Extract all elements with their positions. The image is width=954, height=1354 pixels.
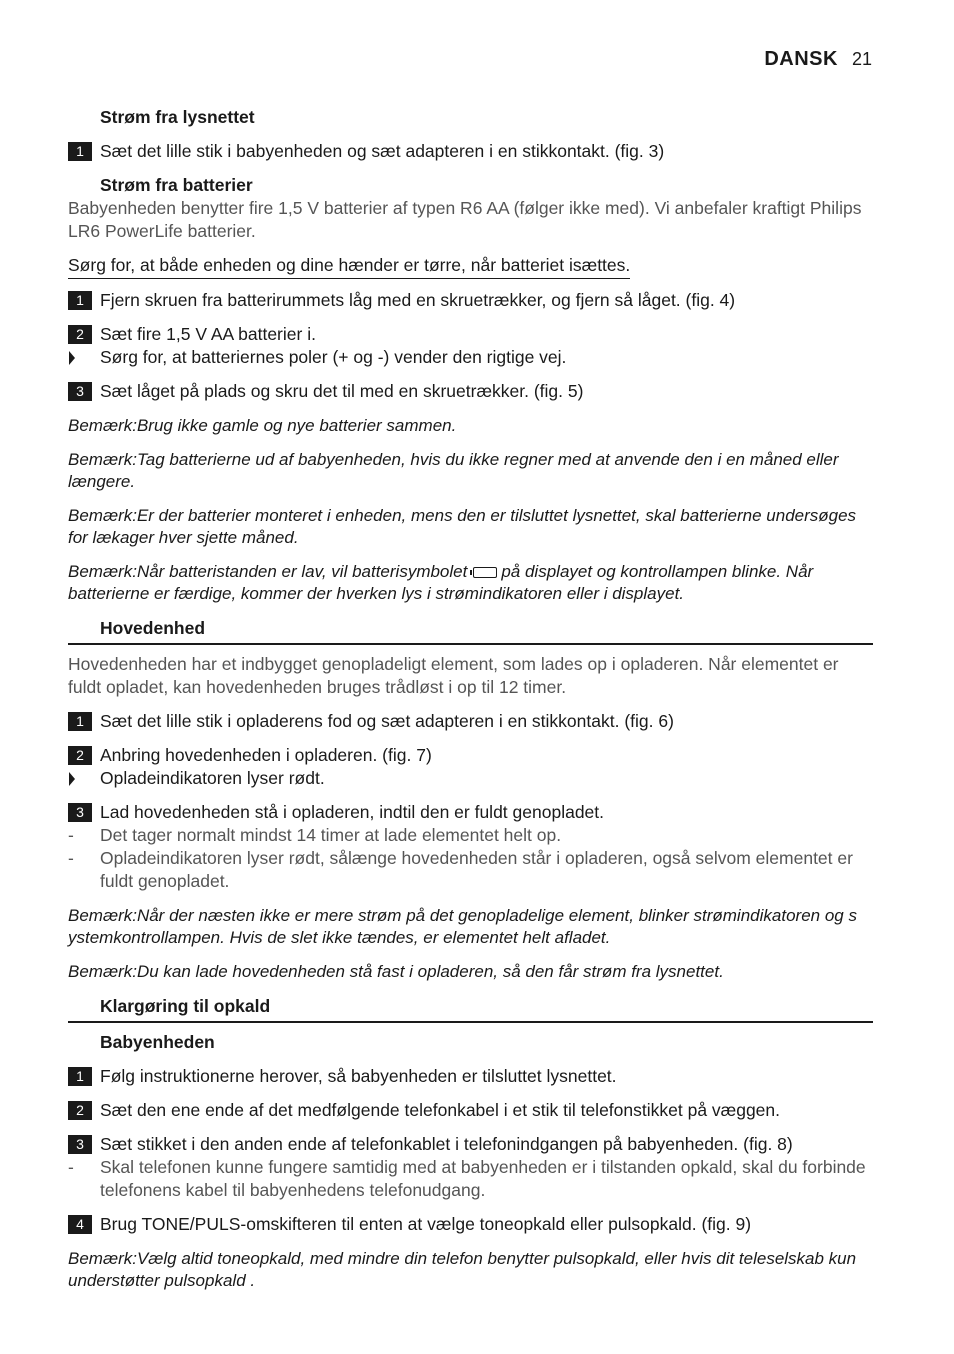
step-batteries-2-result — [68, 346, 873, 369]
note-parent-1: Bemærk:Når der næsten ikke er mere strøm på det genopladelige element, blinker strømindikatoren og s ystemkontrollampen. Hvis de slet ikke tændes, er elementet helt afladet. — [68, 906, 857, 947]
note-text-part1: Bemærk:Når batteristanden er lav, vil batterisymbolet — [68, 562, 468, 581]
note-parent-2: Bemærk:Du kan lade hovedenheden stå fast i opladeren, så den får strøm fra lysnettet. — [68, 962, 724, 981]
step-batteries-2 — [68, 323, 873, 346]
step-parent-3-sub-2 — [68, 847, 873, 893]
step-text: Sæt det lille stik i opladerens fod og sæt adapteren i en stikkontakt. (fig. 6) — [100, 711, 674, 731]
dash-bullet: - — [68, 825, 74, 845]
result-text: Opladeindikatoren lyser rødt. — [100, 768, 325, 788]
step-text: Brug TONE/PULS-omskifteren til enten at vælge toneopkald eller pulsopkald. (fig. 9) — [100, 1214, 752, 1234]
heading-power-mains: Strøm fra lysnettet — [100, 107, 255, 127]
step-text: Sæt fire 1,5 V AA batterier i. — [100, 324, 316, 344]
result-arrow-icon — [69, 772, 75, 786]
step-number: 3 — [68, 803, 92, 822]
step-text: Sæt låget på plads og skru det til med en skruetrækker. (fig. 5) — [100, 381, 584, 401]
step-number: 3 — [68, 1135, 92, 1154]
page-number: 21 — [851, 49, 872, 69]
batteries-warning: Sørg for, at både enheden og dine hænder er tørre, når batteriet isættes. — [68, 254, 630, 279]
heading-parent-unit: Hovedenhed — [68, 617, 873, 645]
step-parent-2-result — [68, 767, 873, 790]
step-number: 2 — [68, 1101, 92, 1120]
step-call-4 — [68, 1213, 873, 1236]
dash-bullet: - — [68, 1157, 74, 1177]
sub-text: Skal telefonen kunne fungere samtidig med at babyenheden er i tilstanden opkald, skal du forbinde telefonens kabel til babyenhedens telefonudgang. — [100, 1157, 866, 1200]
step-number: 2 — [68, 746, 92, 765]
parent-unit-intro: Hovedenheden har et indbygget genopladeligt element, som lades op i opladeren. Når elementet er fuldt opladet, kan hovedenheden bruges trådløst i op til 12 timer. — [68, 654, 839, 697]
step-text: Anbring hovedenheden i opladeren. (fig. 7) — [100, 745, 432, 765]
result-text: Sørg for, at batteriernes poler (+ og -) vender den rigtige vej. — [100, 347, 567, 367]
language-label: DANSK — [764, 48, 838, 70]
heading-call-prep: Klargøring til opkald — [68, 995, 873, 1023]
step-call-2 — [68, 1099, 873, 1122]
step-number: 1 — [68, 1067, 92, 1086]
step-number: 3 — [68, 382, 92, 401]
step-call-3-sub — [68, 1156, 873, 1202]
step-parent-3-sub-1 — [68, 824, 873, 847]
step-call-1 — [68, 1065, 873, 1088]
step-text: Sæt den ene ende af det medfølgende telefonkabel i et stik til telefonstikket på væggen. — [100, 1100, 781, 1120]
step-parent-3 — [68, 801, 873, 824]
note-batteries-1: Bemærk:Brug ikke gamle og nye batterier sammen. — [68, 416, 457, 435]
step-text: Sæt stikket i den anden ende af telefonkablet i telefonindgangen på babyenheden. (fig. 8) — [100, 1134, 793, 1154]
battery-icon — [473, 567, 497, 578]
step-parent-2 — [68, 744, 873, 767]
step-text: Følg instruktionerne herover, så babyenheden er tilsluttet lysnettet. — [100, 1066, 617, 1086]
note-call-prep: Bemærk:Vælg altid toneopkald, med mindre din telefon benytter pulsopkald, eller hvis dit teleselskab kun understøtter pulsopkald . — [68, 1249, 857, 1290]
batteries-intro: Babyenheden benytter fire 1,5 V batterier af typen R6 AA (følger ikke med). Vi anbefaler kraftigt Philips LR6 PowerLife batterier. — [68, 198, 862, 241]
step-batteries-1 — [68, 289, 873, 312]
step-text: Lad hovedenheden stå i opladeren, indtil den er fuldt genopladet. — [100, 802, 605, 822]
step-text: Fjern skruen fra batterirummets låg med en skruetrækker, og fjern så låget. (fig. 4) — [100, 290, 736, 310]
dash-bullet: - — [68, 848, 74, 868]
note-batteries-3: Bemærk:Er der batterier monteret i enheden, mens den er tilsluttet lysnettet, skal batterierne undersøges for lækager hver sjette måned. — [68, 506, 857, 547]
step-batteries-3 — [68, 380, 873, 403]
page-content — [68, 106, 873, 1292]
page-header — [764, 48, 872, 71]
step-number: 2 — [68, 325, 92, 344]
step-number: 1 — [68, 142, 92, 161]
result-arrow-icon — [69, 351, 75, 365]
subheading-baby-unit: Babyenheden — [100, 1032, 215, 1052]
batteries-warning-row — [68, 254, 873, 279]
step-text: Sæt det lille stik i babyenheden og sæt adapteren i en stikkontakt. (fig. 3) — [100, 141, 665, 161]
sub-text: Det tager normalt mindst 14 timer at lade elementet helt op. — [100, 825, 562, 845]
sub-text: Opladeindikatoren lyser rødt, sålænge hovedenheden står i opladeren, også selvom elementet er fuldt genopladet. — [100, 848, 853, 891]
note-batteries-2: Bemærk:Tag batterierne ud af babyenheden, hvis du ikke regner med at anvende den i en måned eller længere. — [68, 450, 839, 491]
note-text-part2: på displayet og kontrollampen blinke. Når batterierne er færdige, kommer der hverken lys i strømindikatoren eller i displayet. — [68, 562, 814, 603]
heading-power-batteries: Strøm fra batterier — [100, 175, 253, 195]
step-parent-1 — [68, 710, 873, 733]
note-batteries-4 — [68, 561, 873, 605]
step-number: 1 — [68, 291, 92, 310]
step-number: 1 — [68, 712, 92, 731]
step-number: 4 — [68, 1215, 92, 1234]
step-call-3 — [68, 1133, 873, 1156]
step-power-mains-1 — [68, 140, 873, 163]
